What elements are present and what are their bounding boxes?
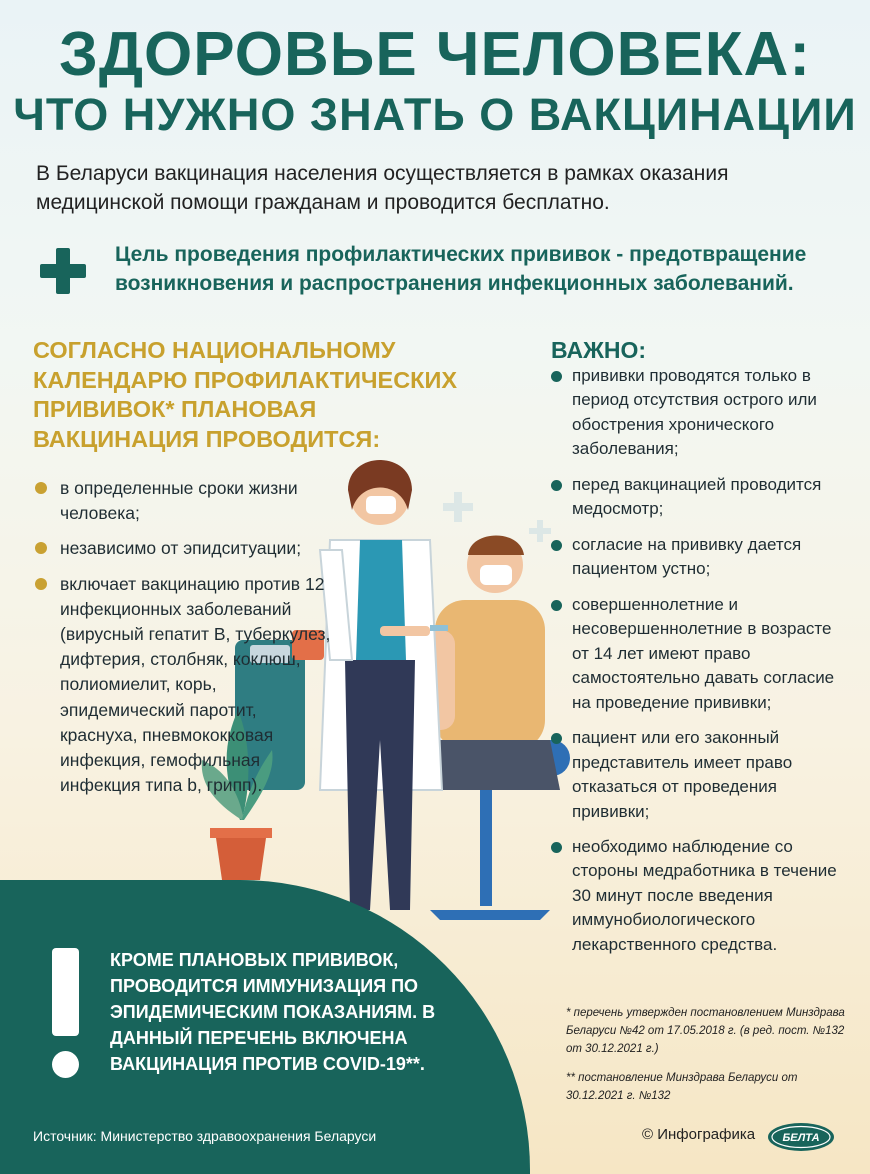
schedule-list [35,476,335,808]
important-list [551,364,851,968]
list-item-text: в определенные сроки жизни человека; [60,478,298,524]
footnote-1: * перечень утвержден постановлением Минздрава Беларуси №42 от 17.05.2018 г. (в ред. пост. №132 от 30.12.2021 г.) [566,1007,845,1055]
footnote-2: ** постановление Минздрава Беларуси от 30.12.2021 г. №132 [566,1072,798,1102]
page-title [0,20,870,141]
bullet-icon [35,578,47,590]
title-line-1: ЗДОРОВЬЕ ЧЕЛОВЕКА: [59,20,811,89]
source-text: Источник: Министерство здравоохранения Беларуси [33,1128,377,1144]
list-item [35,572,335,799]
credit-text: © Инфографика [642,1126,756,1143]
important-heading: ВАЖНО: [551,337,647,363]
plus-icon [40,248,86,294]
list-item-text: независимо от эпидситуации; [60,538,302,559]
bullet-icon [551,480,562,491]
bullet-icon [551,842,562,853]
list-item-text: включает вакцинацию против 12 инфекционных заболеваний (вирусный гепатит B, туберкулез, дифтерия, столбняк, коклюш, полиомиелит, корь, эпидемический паротит, краснуха, пневмококковая инфекция, гемофильная инфекция типа b, грипп). [60,573,331,796]
notice-text: КРОМЕ ПЛАНОВЫХ ПРИВИВОК, ПРОВОДИТСЯ ИММУНИЗАЦИЯ ПО ЭПИДЕМИЧЕСКИМ ПОКАЗАНИЯМ. В ДАННЫЙ ПЕРЕЧЕНЬ ВКЛЮЧЕНА ВАКЦИНАЦИЯ ПРОТИВ COVID-19**. [110,950,436,1075]
exclamation-icon [52,948,79,1036]
title-line-2: ЧТО НУЖНО ЗНАТЬ О ВАКЦИНАЦИИ [13,89,857,141]
list-item [551,364,851,462]
bullet-icon [551,540,562,551]
list-item [551,593,851,715]
list-item [35,536,335,561]
list-item-text: прививки проводятся только в период отсутствия острого или обострения хронического заболевания; [572,366,817,459]
bullet-icon [35,482,47,494]
list-item [35,476,335,526]
list-item-text: пациент или его законный представитель имеет право отказаться от проведения прививки; [572,728,793,821]
bullet-icon [35,542,47,554]
belta-logo [766,1121,836,1153]
list-item-text: перед вакцинацией проводится медосмотр; [572,474,822,519]
exclamation-dot [52,1051,79,1078]
bullet-icon [551,600,562,611]
bullet-icon [551,733,562,744]
list-item [551,533,851,582]
list-item-text: необходимо наблюдение со стороны медработника в течение 30 минут после введения иммунобиологического лекарственного средства. [572,836,837,954]
decor-plus-icon [443,492,551,542]
list-item-text: согласие на прививку дается пациентом устно; [572,534,802,579]
list-item [551,835,851,957]
logo-text: БЕЛТА [782,1132,820,1144]
goal-text: Цель проведения профилактических прививок - предотвращение возникновения и распространения инфекционных заболеваний. [115,243,807,296]
intro-text: В Беларуси вакцинация населения осуществляется в рамках оказания медицинской помощи гражданам и проводится бесплатно. [36,162,729,214]
list-item [551,726,851,824]
schedule-heading: СОГЛАСНО НАЦИОНАЛЬНОМУ КАЛЕНДАРЮ ПРОФИЛАКТИЧЕСКИХ ПРИВИВОК* ПЛАНОВАЯ ВАКЦИНАЦИЯ ПРОВОДИТСЯ: [33,337,458,452]
list-item [551,473,851,522]
bullet-icon [551,371,562,382]
list-item-text: совершеннолетние и несовершеннолетние в возрасте от 14 лет имеют право самостоятельно давать согласие на проведение прививки; [572,594,835,712]
